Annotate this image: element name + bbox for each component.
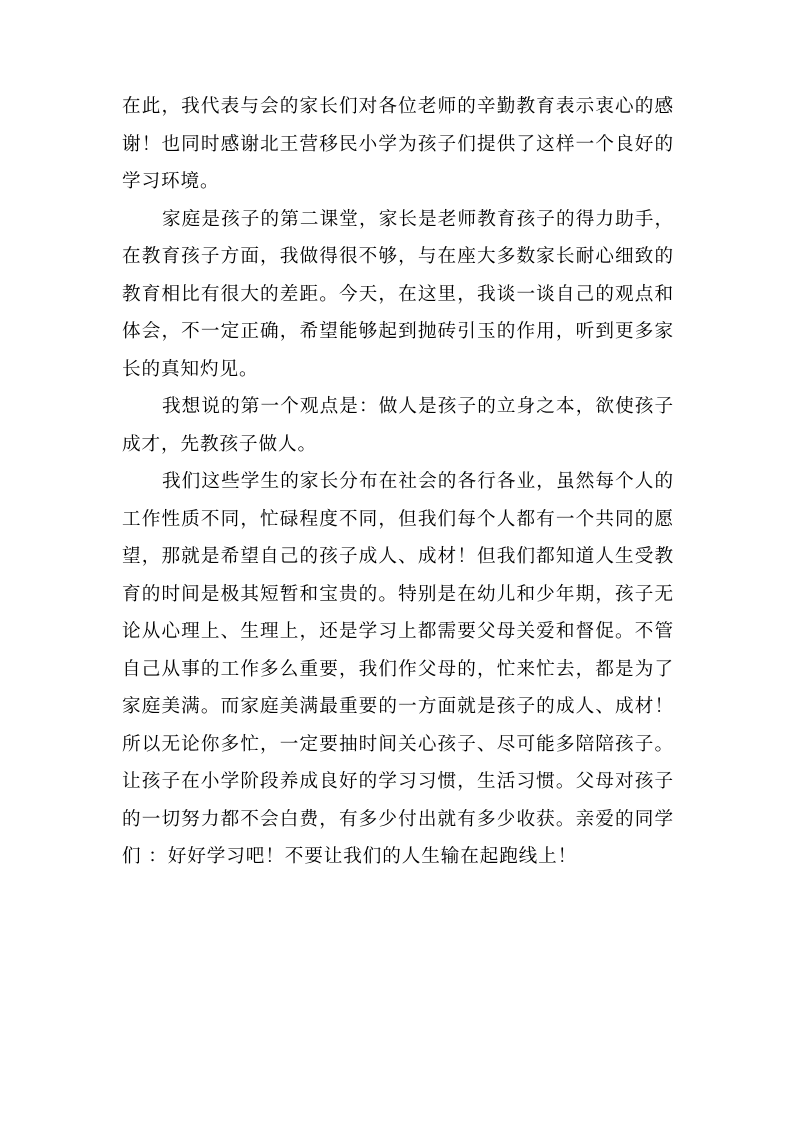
paragraph-thanks: 在此，我代表与会的家长们对各位老师的辛勤教育表示衷心的感谢！也同时感谢北王营移民小学为孩子们提供了这样一个良好的学习环境。 — [122, 96, 674, 192]
paragraph-parents-hope: 我们这些学生的家长分布在社会的各行各业，虽然每个人的工作性质不同，忙碌程度不同，但我们每个人都有一个共同的愿望，那就是希望自己的孩子成人、成材！但我们都知道人生受教育的时间是极其短暂和宝贵的。特别是在幼儿和少年期，孩子无论从心理上、生理上，还是学习上都需要父母关爱和督促。不管自己从事的工作多么重要，我们作父母的，忙来忙去，都是为了家庭美满。而家庭美满最重要的一方面就是孩子的成人、成材！所以无论你多忙，一定要抽时间关心孩子、尽可能多陪陪孩子。让孩子在小学阶段养成良好的学习习惯，生活习惯。父母对孩子的一切努力都不会白费，有多少付出就有多少收获。亲爱的同学们 ：好好学习吧！不要让我们的人生输在起跑线上！ — [122, 471, 674, 867]
document-body — [122, 88, 674, 876]
paragraph-first-viewpoint: 我想说的第一个观点是：做人是孩子的立身之本，欲使孩子成才，先教孩子做人。 — [122, 396, 674, 455]
paragraph-family-classroom: 家庭是孩子的第二课堂，家长是老师教育孩子的得力助手，在教育孩子方面，我做得很不够，与在座大多数家长耐心细致的教育相比有很大的差距。今天，在这里，我谈一谈自己的观点和体会，不一定正确，希望能够起到抛砖引玉的作用，听到更多家长的真知灼见。 — [122, 208, 674, 380]
